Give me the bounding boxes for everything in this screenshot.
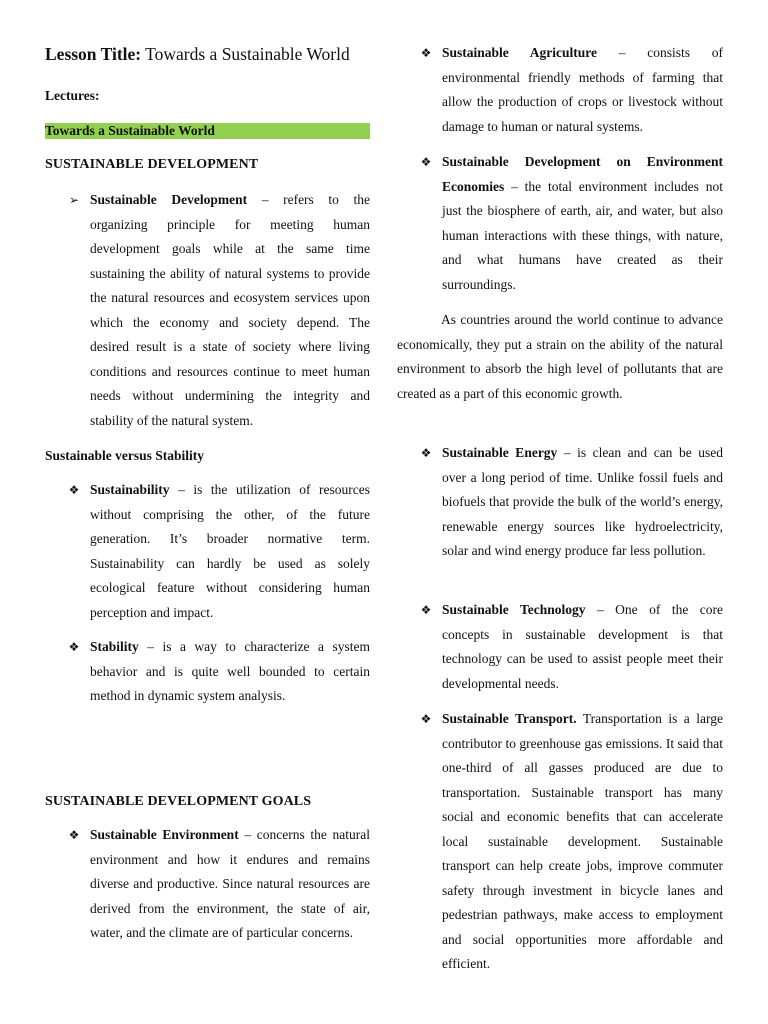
- term: Sustainable Energy: [442, 445, 558, 460]
- item-sustainable-agriculture: [442, 41, 723, 139]
- term: Sustainable Transport.: [442, 711, 577, 726]
- diamond-bullet-icon: ❖: [420, 603, 432, 617]
- diamond-bullet-icon: ❖: [68, 640, 80, 654]
- term: Sustainable Agriculture: [442, 45, 598, 60]
- term: Sustainable Technology: [442, 602, 586, 617]
- term: Sustainability: [90, 482, 170, 497]
- definition: – consists of environmental friendly methods of farming that allow the production of crops or livestock without damage to human or natural systems.: [442, 45, 723, 134]
- body-paragraph: As countries around the world continue to advance economically, they put a strain on the ability of the natural environment to absorb the high level of pollutants that are created as a part of this economic growth.: [397, 312, 723, 401]
- lectures-label: Lectures:: [45, 88, 100, 103]
- item-stability: [90, 635, 370, 709]
- sdg-heading: SUSTAINABLE DEVELOPMENT GOALS: [45, 794, 312, 809]
- highlighted-topic: Towards a Sustainable World: [45, 123, 370, 139]
- definition: – the total environment includes not just the biosphere of earth, air, and water, but also human interactions with these things, with nature, and what humans have created as their surroundings.: [442, 178, 723, 292]
- arrow-bullet-icon: ➢: [68, 193, 80, 207]
- diamond-bullet-icon: ❖: [68, 483, 80, 497]
- lesson-title-label: Lesson Title:: [45, 44, 142, 64]
- lesson-title: [45, 44, 350, 65]
- term: Stability: [90, 639, 139, 654]
- diamond-bullet-icon: ❖: [420, 46, 432, 60]
- definition: Transportation is a large contributor to greenhouse gas emissions. It said that one-third of all gasses produced are due to transportation. Sustainable transport has many social and economic benefits that can accelerate local sustainable development. Sustainable transport can help create jobs, improve commuter safety through investment in bicycle lanes and pedestrian pathways, make access to employment and social opportunities more affordable and efficient.: [442, 711, 723, 971]
- term: Sustainable Development on Environment Economies: [442, 154, 723, 194]
- diamond-bullet-icon: ❖: [420, 446, 432, 460]
- diamond-bullet-icon: ❖: [420, 155, 432, 169]
- svs-heading: Sustainable versus Stability: [45, 448, 205, 463]
- item-sustainability: [90, 478, 370, 625]
- definition: – is a way to characterize a system behavior and is quite well bounded to certain method in dynamic system analysis.: [90, 639, 370, 703]
- item-environment-economies: [442, 150, 723, 297]
- term: Sustainable Development: [90, 192, 248, 207]
- item-sustainable-energy: [442, 441, 723, 564]
- sd-heading: SUSTAINABLE DEVELOPMENT: [45, 157, 259, 172]
- diamond-bullet-icon: ❖: [420, 712, 432, 726]
- definition: – One of the core concepts in sustainable development is that technology can be used to assist people meet their developmental needs.: [442, 602, 724, 691]
- definition: – concerns the natural environment and how it endures and remains diverse and productive. Since natural resources are derived from the environment, the state of air, water, and the climate are of particular concerns.: [90, 827, 370, 940]
- item-sustainable-transport: [442, 707, 723, 977]
- lesson-title-text: Towards a Sustainable World: [141, 44, 350, 64]
- item-sustainable-environment: [90, 823, 370, 946]
- term: Sustainable Environment: [90, 827, 239, 842]
- definition: – is the utilization of resources without comprising the other, of the future generation. It’s broader normative term. Sustainability can hardly be used as solely ecological feature without considering human perception and impact.: [90, 482, 370, 620]
- item-sustainable-technology: [442, 598, 723, 696]
- item-sustainable-development: [90, 188, 370, 433]
- diamond-bullet-icon: ❖: [68, 828, 80, 842]
- definition: – is clean and can be used over a long period of time. Unlike fossil fuels and biofuels that provide the bulk of the world’s energy, renewable energy sources like hydroelectricity, solar and wind energy produce far less pollution.: [442, 445, 723, 558]
- definition: – refers to the organizing principle for meeting human development goals while at the same time sustaining the ability of natural systems to provide the natural resources and ecosystem services upon which the economy and society depend. The desired result is a state of society where living conditions and resources continue to meet human needs without undermining the integrity and stability of the natural system.: [90, 192, 371, 428]
